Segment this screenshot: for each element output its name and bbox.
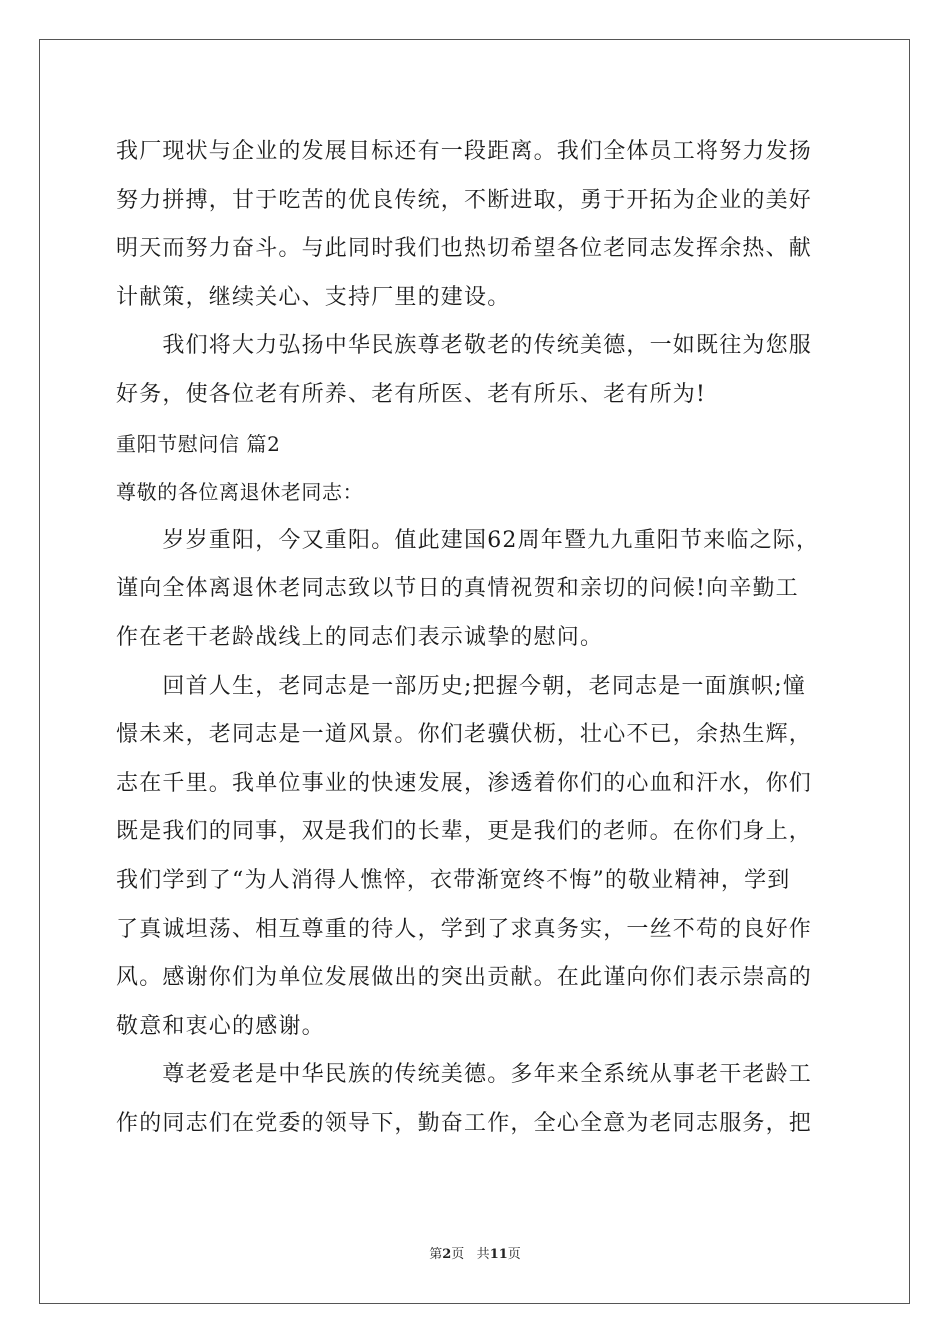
text-line: 岁岁重阳，今又重阳。值此建国62周年暨九九重阳节来临之际， — [116, 527, 820, 553]
page-prefix: 第 — [429, 1247, 443, 1262]
text-line: 敬意和衷心的感谢。 — [116, 1013, 325, 1039]
text-line: 风。感谢你们为单位发展做出的突出贡献。在此谨向你们表示崇高的 — [116, 965, 813, 991]
text-line: 努力拼搏，甘于吃苦的优良传统，不断进取，勇于开拓为企业的美好 — [116, 187, 813, 213]
total-pages: 11 — [489, 1247, 508, 1262]
text-line: 既是我们的同事，双是我们的长辈，更是我们的老师。在你们身上， — [116, 819, 813, 845]
text-line: 好务，使各位老有所养、老有所医、老有所乐、老有所为! — [116, 381, 707, 407]
text-line: 我们学到了“为人消得人憔悴，衣带渐宽终不悔”的敬业精神，学到 — [116, 867, 791, 893]
document-body — [116, 128, 836, 1148]
text-line: 志在千里。我单位事业的快速发展，渗透着你们的心血和汗水，你们 — [116, 770, 813, 796]
total-suffix: 页 — [507, 1247, 521, 1262]
page-footer — [0, 1246, 950, 1264]
text-line: 作在老干老龄战线上的同志们表示诚挚的慰问。 — [116, 624, 604, 650]
text-line: 明天而努力奋斗。与此同时我们也热切希望各位老同志发挥余热、献 — [116, 236, 813, 262]
total-prefix: 共 — [476, 1247, 490, 1262]
text-line: 回首人生，老同志是一部历史;把握今朝，老同志是一面旗帜;憧 — [116, 673, 807, 699]
text-line: 谨向全体离退休老同志致以节日的真情祝贺和亲切的问候!向辛勤工 — [116, 576, 799, 602]
section-heading: 重阳节慰问信 篇2 — [116, 431, 281, 456]
page-number: 2 — [442, 1247, 452, 1262]
text-line: 尊老爱老是中华民族的传统美德。多年来全系统从事老干老龄工 — [116, 1062, 813, 1088]
text-line: 计献策，继续关心、支持厂里的建设。 — [116, 284, 511, 310]
text-line: 我厂现状与企业的发展目标还有一段距离。我们全体员工将努力发扬 — [116, 139, 813, 164]
page-suffix: 页 — [451, 1247, 465, 1262]
text-line: 了真诚坦荡、相互尊重的待人，学到了求真务实，一丝不苟的良好作 — [116, 916, 813, 942]
text-line: 憬未来，老同志是一道风景。你们老骥伏枥，壮心不已，余热生辉， — [116, 722, 813, 748]
text-line: 作的同志们在党委的领导下，勤奋工作，全心全意为老同志服务，把 — [116, 1110, 813, 1136]
text-line: 我们将大力弘扬中华民族尊老敬老的传统美德，一如既往为您服 — [116, 333, 813, 359]
salutation: 尊敬的各位离退休老同志： — [116, 480, 364, 505]
